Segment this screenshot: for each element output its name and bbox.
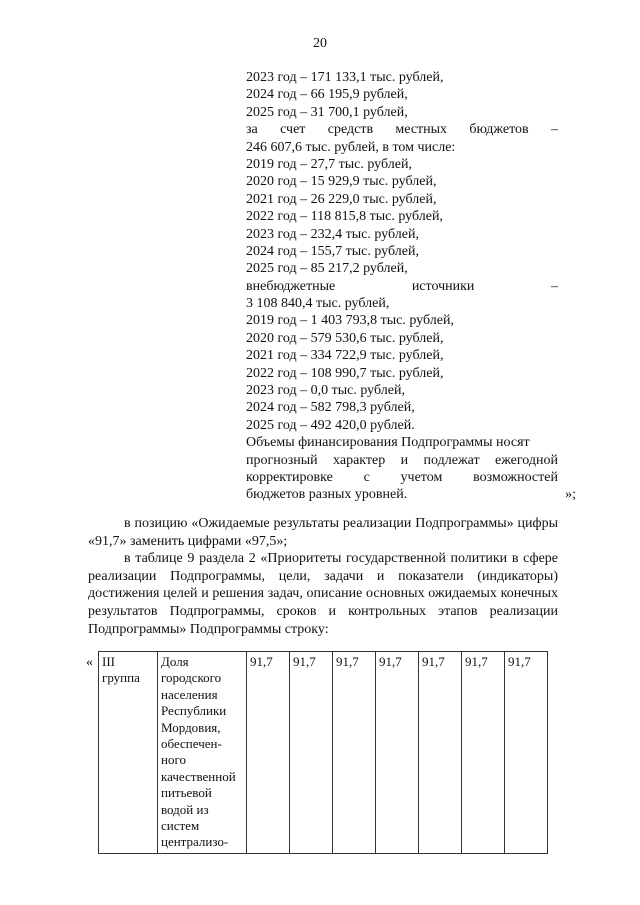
amendment-text <box>88 515 558 638</box>
funding-line: 2023 год – 232,4 тыс. рублей, <box>246 226 419 242</box>
funding-line: 2025 год – 492 420,0 рублей. <box>246 417 415 433</box>
funding-note: корректировке с учетом возможностей <box>246 469 558 485</box>
funding-line: 2023 год – 171 133,1 тыс. рублей, <box>246 70 444 85</box>
paragraph-table9: в таблице 9 раздела 2 «Приоритеты государственной политики в сфере реализации Подпрограммы, цели, задачи и показатели (индикаторы) достижения целей и решения задач, описание основных ожидаемых конечных результатов Подпрограммы, сроков и контрольных этапов реализации Подпрограммы» Подпрограммы строку: <box>88 551 558 637</box>
local-budget-intro: за счет средств местных бюджетов – <box>246 122 558 138</box>
funding-note: Объемы финансирования Подпрограммы носят <box>246 435 530 451</box>
funding-line: 2022 год – 108 990,7 тыс. рублей, <box>246 365 444 381</box>
value-cell: 91,7 <box>376 652 419 854</box>
funding-line: 2024 год – 155,7 тыс. рублей, <box>246 243 419 259</box>
funding-block <box>246 69 576 504</box>
extra-budget-intro: внебюджетные источники – <box>246 278 558 294</box>
funding-line: 2019 год – 1 403 793,8 тыс. рублей, <box>246 313 454 329</box>
funding-line: 2022 год – 118 815,8 тыс. рублей, <box>246 209 443 225</box>
value-cell: 91,7 <box>419 652 462 854</box>
funding-line: 3 108 840,4 тыс. рублей, <box>246 296 390 312</box>
funding-line: 2020 год – 579 530,6 тыс. рублей, <box>246 330 444 346</box>
closing-quote: »; <box>565 487 576 503</box>
funding-line: 2025 год – 31 700,1 рублей, <box>246 104 408 120</box>
funding-line: 2021 год – 334 722,9 тыс. рублей, <box>246 348 444 364</box>
table-open-quote: « <box>86 655 93 670</box>
funding-line: 2025 год – 85 217,2 рублей, <box>246 261 408 277</box>
funding-line: 2023 год – 0,0 тыс. рублей, <box>246 383 405 399</box>
value-cell: 91,7 <box>462 652 505 854</box>
paragraph-expected-results: в позицию «Ожидаемые результаты реализации Подпрограммы» цифры «91,7» заменить цифрами «97,5»; <box>88 516 558 549</box>
value-cell: 91,7 <box>290 652 333 854</box>
group-cell: III группа <box>99 652 158 854</box>
funding-line: 2020 год – 15 929,9 тыс. рублей, <box>246 174 437 190</box>
value-cell: 91,7 <box>505 652 548 854</box>
funding-line: 2021 год – 26 229,0 тыс. рублей, <box>246 191 437 207</box>
page-number: 20 <box>313 36 327 51</box>
funding-line: 2024 год – 66 195,9 рублей, <box>246 87 408 103</box>
indicator-name-cell: Доля городского населения Республики Мордовия, обеспечен- ного качественной питьевой водой из систем централизо- <box>158 652 247 854</box>
funding-line: 2024 год – 582 798,3 рублей, <box>246 400 415 416</box>
funding-note: прогнозный характер и подлежат ежегодной <box>246 452 558 468</box>
funding-line: 246 607,6 тыс. рублей, в том числе: <box>246 139 456 155</box>
value-cell: 91,7 <box>247 652 290 854</box>
funding-line: 2019 год – 27,7 тыс. рублей, <box>246 156 412 172</box>
value-cell: 91,7 <box>333 652 376 854</box>
table-row <box>99 652 548 854</box>
indicator-table <box>98 651 548 854</box>
funding-note-last: бюджетов разных уровней. »; <box>246 487 576 503</box>
